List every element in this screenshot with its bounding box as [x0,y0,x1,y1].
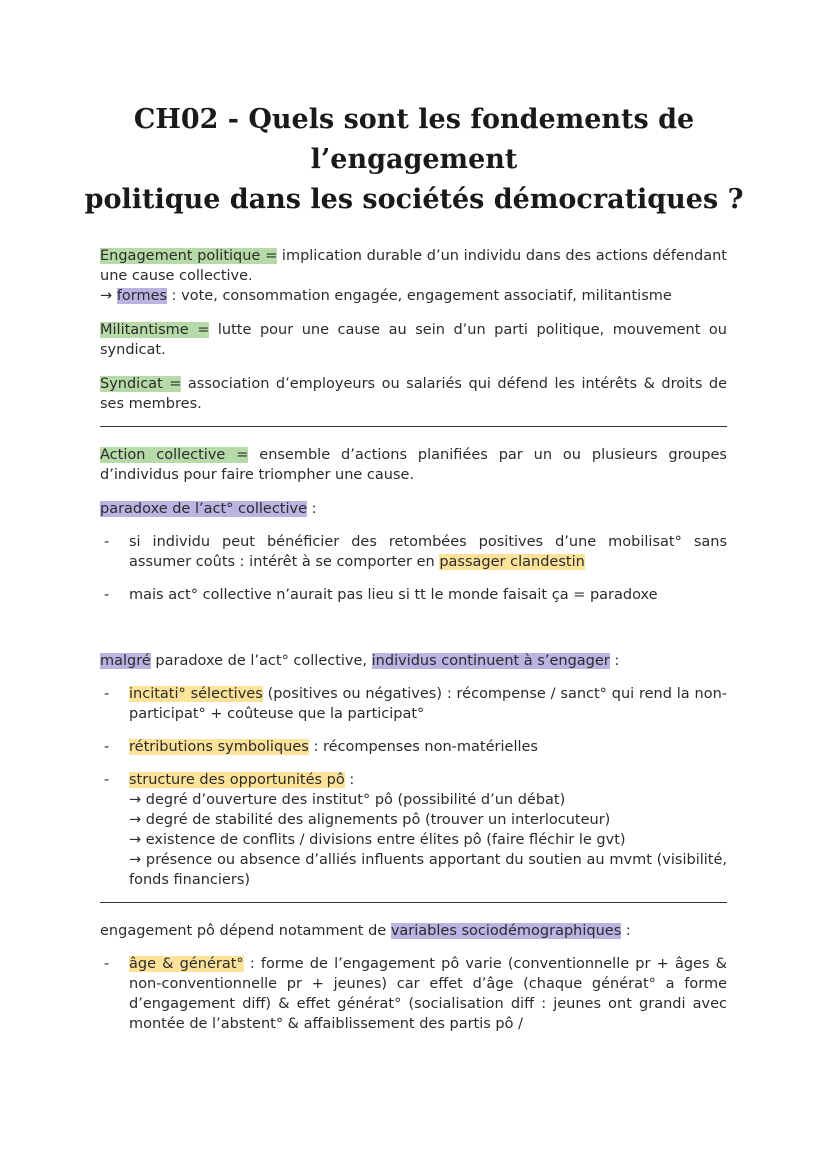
sub-item: → degré d’ouverture des institut° pô (possibilité d’un débat) [129,792,566,808]
def-militantisme: Militantisme = lutte pour une cause au sein d’un parti politique, mouvement ou syndicat. [100,322,727,358]
title-line-1: CH02 - Quels sont les fondements de l’engagement [133,104,695,175]
malgre-heading: malgré paradoxe de l’act° collective, individus continuent à s’engager : [100,653,620,669]
motivation-list [100,684,727,890]
divider [100,902,727,903]
socio-list [100,954,727,1034]
term-individus: individus continuent à s’engager [371,653,610,669]
term-formes: formes [116,288,168,304]
term-variables: variables sociodémographiques [390,923,622,939]
title-line-2: politique dans les sociétés démocratiques ? [84,184,744,215]
sub-item: → présence ou absence d’alliés influents apportant du soutien au mvmt (visibilité, fonds financiers) [129,852,727,888]
list-item: - rétributions symboliques : récompenses non-matérielles [100,737,727,757]
term-retributions: rétributions symboliques [129,739,309,755]
list-item: - si individu peut bénéficier des retombées positives d’une mobilisat° sans assumer coûts : intérêt à se comporter en passager clandestin [100,532,727,572]
term-age-generation: âge & générat° [129,956,244,972]
list-item: - âge & générat° : forme de l’engagement pô varie (conventionnelle pr + âges & non-conventionnelle pr + jeunes) car effet d’âge (chaque générat° a forme d’engagement diff) & effet générat° (socialisation diff : jeunes ont grandi avec montée de l’abstent° & affaiblissement des partis pô / [100,954,727,1034]
def-action-collective: Action collective = ensemble d’actions planifiées par un ou plusieurs groupes d’individus pour faire triompher une cause. [100,447,727,483]
list-item: - incitati° sélectives (positives ou négatives) : récompense / sanct° qui rend la non-participat° + coûteuse que la participat° [100,684,727,724]
paradox-list [100,532,727,605]
paradox-heading: paradoxe de l’act° collective : [100,501,317,517]
term-syndicat: Syndicat = [100,376,182,392]
divider [100,426,727,427]
term-militantisme: Militantisme = [100,322,210,338]
term-incitations: incitati° sélectives [129,686,263,702]
page-title [70,100,758,220]
def-engagement: Engagement politique = implication durable d’un individu dans des actions défendant une cause collective. [100,248,727,284]
term-passager-clandestin: passager clandestin [439,554,585,570]
list-item: - mais act° collective n’aurait pas lieu si tt le monde faisait ça = paradoxe [100,585,727,605]
sub-item: → degré de stabilité des alignements pô (trouver un interlocuteur) [129,812,611,828]
term-engagement: Engagement politique = [100,248,278,264]
sub-item: → existence de conflits / divisions entre élites pô (faire fléchir le gvt) [129,832,626,848]
socio-heading: engagement pô dépend notamment de variables sociodémographiques : [100,923,631,939]
spacer [100,605,727,651]
def-syndicat: Syndicat = association d’employeurs ou salariés qui défend les intérêts & droits de ses membres. [100,376,727,412]
document-body [100,246,727,1034]
term-paradoxe: paradoxe de l’act° collective [100,501,308,517]
term-malgre: malgré [100,653,151,669]
term-structure: structure des opportunités pô [129,772,345,788]
term-action-collective: Action collective = [100,447,249,463]
def-formes: → formes : vote, consommation engagée, engagement associatif, militantisme [100,288,672,304]
list-item: - structure des opportunités pô : → degré d’ouverture des institut° pô (possibilité d’un débat) → degré de stabilité des alignements pô (trouver un interlocuteur) → existence de conflits / divisions entre élites pô (faire fléchir le gvt) → présence ou absence d’alliés influents apportant du soutien au mvmt (visibilité, fonds financiers) [100,770,727,890]
